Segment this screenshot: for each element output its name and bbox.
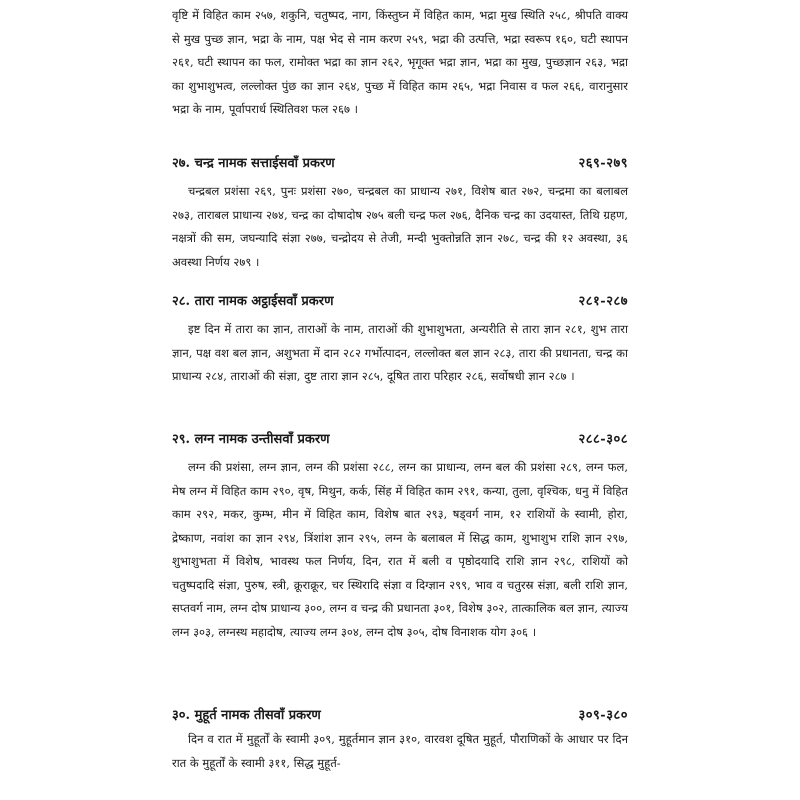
chapter-30-page-range: ३०९-३८० — [578, 708, 628, 723]
chapter-28-contents: इष्ट दिन में तारा का ज्ञान, ताराओं के नाम, ताराओं की शुभाशुभता, अन्यरीति से तारा ज्ञान २८१, शुभ तारा ज्ञान, पक्ष वश बल ज्ञान, अशुभता में दान २८२ गर्भोत्पादन, लल्लोक्त बल ज्ञान २८३, तारा की प्रधानता, चन्द्र का प्राधान्य २८४, ताराओं की संज्ञा, दुष्ट तारा ज्ञान २८५, दूषित तारा परिहार २८६, सर्वोषधी ज्ञान २८७ । — [172, 322, 628, 383]
chapter-28-heading — [172, 290, 628, 314]
chapter-29-title: २९. लग्न नामक उन्तीसवाँ प्रकरण — [172, 432, 330, 447]
chapter-27-page-range: २६९-२७९ — [578, 156, 628, 171]
chapter-27-heading — [172, 152, 628, 176]
chapter-29-heading — [172, 428, 628, 452]
chapter-27-title: २७. चन्द्र नामक सत्ताईसवाँ प्रकरण — [172, 156, 335, 171]
chapter-29-contents: लग्न की प्रशंसा, लग्न ज्ञान, लग्न की प्रशंसा २८८, लग्न का प्राधान्य, लग्न बल की प्रशंसा २८९, लग्न फल, मेष लग्न में विहित काम २९०, वृष, मिथुन, कर्क, सिंह में विहित काम २९१, कन्या, तुला, वृश्चिक, धनु में विहित काम २९२, मकर, कुम्भ, मीन में विहित काम, विशेष बात २९३, षड्वर्ग नाम, १२ राशियों के स्वामी, होरा, द्रेष्काण, नवांश का ज्ञान २९४, त्रिंशांश ज्ञान २९५, लग्न के बलाबल में सिद्ध काम, शुभाशुभ राशि ज्ञान २९७, शुभाशुभता में विशेष, भावस्थ फल निर्णय, दिन, रात में बली व पृष्ठोदयादि राशि ज्ञान २९८, राशियों को चतुष्पदादि संज्ञा, पुरुष, स्त्री, क्रूराक्रूर, चर स्थिरादि संज्ञा व दिग्ज्ञान २९९, भाव व चतुरस्र संज्ञा, बली राशि ज्ञान, सप्तवर्ग नाम, लग्न दोष प्राधान्य ३००, लग्न व चन्द्र की प्रधानता ३०१, विशेष ३०२, तात्कालिक बल ज्ञान, त्याज्य लग्न ३०३, लग्नस्थ महादोष, त्याज्य लग्न ३०४, लग्न दोष ३०५, दोष विनाशक योग ३०६ । — [172, 460, 628, 639]
chapter-30-contents: दिन व रात में मुहूर्तों के स्वामी ३०९, मुहूर्तमान ज्ञान ३१०, वारवश दूषित मुहूर्त, पौराणिकों के आधार पर दिन रात के मुहूर्तों के स्वामी ३११, सिद्ध मुहूर्त- — [172, 732, 628, 770]
chapter-27-contents: चन्द्रबल प्रशंसा २६९, पुनः प्रशंसा २७०, चन्द्रबल का प्राधान्य २७१, विशेष बात २७२, चन्द्रमा का बलाबल २७३, ताराबल प्राधान्य २७४, चन्द्र का दोषादोष २७५ बली चन्द्र फल २७६, दैनिक चन्द्र का उदयास्त, तिथि ग्रहण, नक्षत्रों की सम, जघन्यादि संज्ञा २७७, चन्द्रोदय से तेजी, मन्दी भुक्तोन्नति ज्ञान २७८, चन्द्र की १२ अवस्था, ३६ अवस्था निर्णय २७९ । — [172, 184, 628, 269]
chapter-29-page-range: २८८-३०८ — [578, 432, 628, 447]
chapter-30-heading — [172, 704, 628, 728]
chapter-28-page-range: २८१-२८७ — [578, 294, 628, 309]
section-continuation-text: वृष्टि में विहित काम २५७, शकुनि, चतुष्पद, नाग, किंस्तुघ्न में विहित काम, भद्रा मुख स्थिति २५८, श्रीपति वाक्य से मुख पुच्छ ज्ञान, भद्रा के नाम, पक्ष भेद से नाम करण २५९, भद्रा की उत्पत्ति, भद्रा स्वरूप १६०, घटी स्थापन २६१, घटी स्थापन का फल, रामोक्त भद्रा का ज्ञान २६२, भृगूक्त भद्रा ज्ञान, भद्रा का मुख, पुच्छज्ञान २६३, भद्रा का शुभाशुभत्व, लल्लोक्त पुंछ का ज्ञान २६४, पुच्छ में विहित काम २६५, भद्रा निवास व फल २६६, वारानुसार भद्रा के नाम, पूर्वापरार्ध स्थितिवश फल २६७ । — [172, 8, 628, 116]
chapter-30-title: ३०. मुहूर्त नामक तीसवाँ प्रकरण — [172, 708, 321, 723]
chapter-28-title: २८. तारा नामक अट्ठाईसवाँ प्रकरण — [172, 294, 334, 309]
